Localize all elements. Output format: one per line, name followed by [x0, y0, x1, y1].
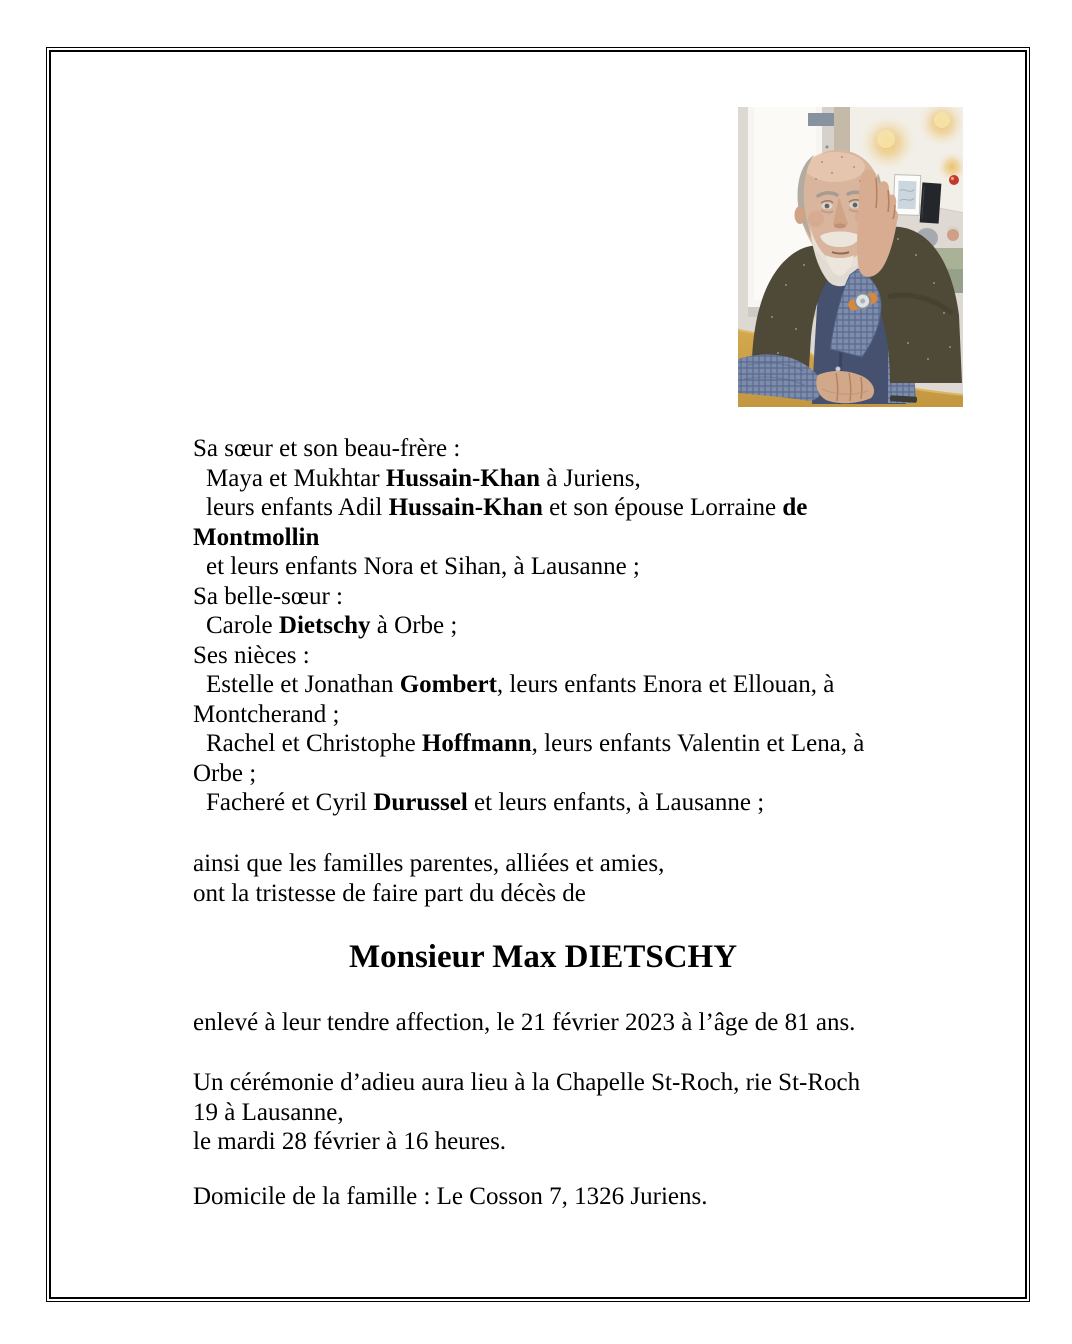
portrait-photo	[738, 107, 963, 407]
portrait-photo-illustration	[738, 107, 963, 407]
text-line: Domicile de la famille : Le Cosson 7, 1326 Juriens.	[193, 1183, 708, 1210]
text-line: Orbe ;	[193, 759, 257, 787]
text-line: enlevé à leur tendre affection, le 21 février 2023 à l’âge de 81 ans.	[193, 1009, 856, 1036]
deceased-name-title: Monsieur Max DIETSCHY	[348, 939, 738, 975]
text-line: Rachel et Christophe Hoffmann, leurs enfants Valentin et Lena, à	[206, 730, 865, 757]
text-line: Sa belle-sœur :	[193, 582, 343, 610]
text-line: Ses nièces :	[193, 641, 310, 669]
text-line: Sa sœur et son beau-frère :	[193, 435, 461, 462]
text-line: Montcherand ;	[193, 700, 340, 728]
text-line: ainsi que les familles parentes, alliées et amies,	[193, 850, 665, 877]
residence-line	[193, 1182, 893, 1212]
text-line: 19 à Lausanne,	[193, 1098, 344, 1126]
text-line: ont la tristesse de faire part du décès de	[193, 879, 586, 907]
intro-paragraph	[193, 849, 893, 908]
photo-tv	[920, 182, 942, 223]
text-line: Un cérémonie d’adieu aura lieu à la Chapelle St-Roch, rie St-Roch	[193, 1069, 861, 1096]
text-line: leurs enfants Adil Hussain-Khan et son épouse Lorraine de	[206, 494, 808, 521]
text-line: Facheré et Cyril Durussel et leurs enfants, à Lausanne ;	[206, 789, 765, 816]
text-line: et leurs enfants Nora et Sihan, à Lausanne ;	[206, 553, 640, 580]
text-line: Montmollin	[193, 523, 320, 551]
text-line: le mardi 28 février à 16 heures.	[193, 1128, 507, 1155]
text-line: Carole Dietschy à Orbe ;	[206, 612, 458, 639]
death-date-line	[193, 1008, 893, 1038]
ceremony-paragraph	[193, 1068, 893, 1157]
family-paragraph	[193, 434, 893, 818]
text-line: Maya et Mukhtar Hussain-Khan à Juriens,	[206, 464, 641, 492]
text-line: Estelle et Jonathan Gombert, leurs enfants Enora et Ellouan, à	[206, 671, 835, 698]
photo-fire-alarm	[949, 175, 959, 185]
photo-wall-art	[893, 175, 920, 216]
